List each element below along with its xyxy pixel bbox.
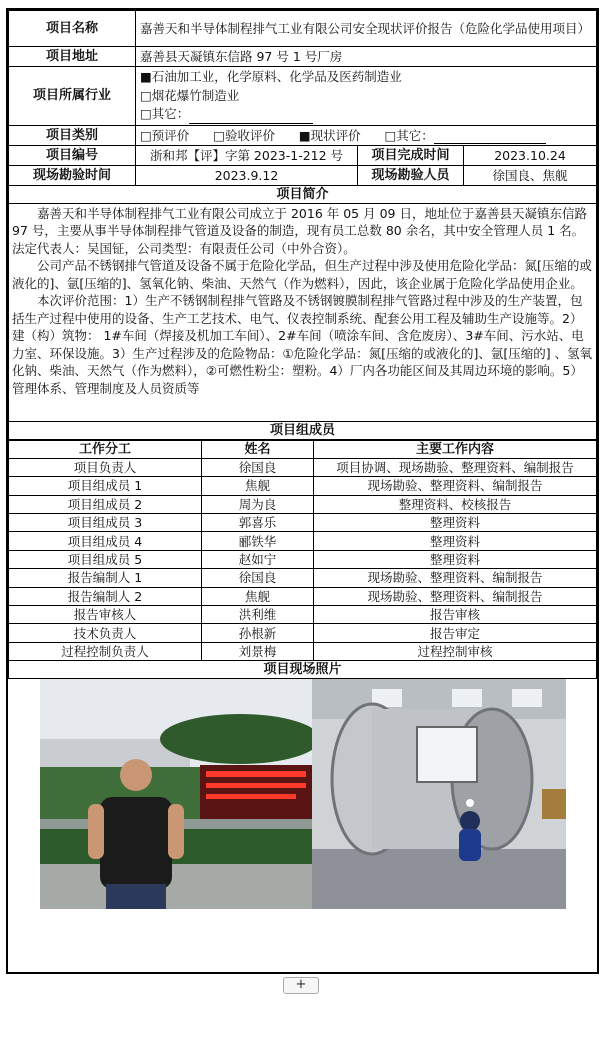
team-title: 项目组成员 bbox=[9, 421, 597, 439]
team-member-name: 赵如宁 bbox=[202, 550, 314, 568]
team-member-name: 周为良 bbox=[202, 495, 314, 513]
team-row bbox=[9, 587, 597, 605]
completion-time-label: 项目完成时间 bbox=[358, 145, 464, 165]
project-name-value: 嘉善天和半导体制程排气工业有限公司安全现状评价报告（危险化学品使用项目） bbox=[136, 11, 597, 47]
industry-option-fireworks: □烟花爆竹制造业 bbox=[140, 87, 240, 103]
expand-button[interactable]: + bbox=[283, 977, 319, 994]
team-member-name: 刘景梅 bbox=[202, 642, 314, 660]
completion-time-value: 2023.10.24 bbox=[464, 145, 597, 165]
team-member-name: 焦舰 bbox=[202, 477, 314, 495]
site-photo-person bbox=[40, 679, 312, 909]
team-member-name: 洪利维 bbox=[202, 606, 314, 624]
project-address-label: 项目地址 bbox=[9, 47, 136, 67]
survey-time-label: 现场勘验时间 bbox=[9, 165, 136, 185]
team-member-name: 焦舰 bbox=[202, 587, 314, 605]
industry-option-petrochemical: ■石油加工业，化学原料、化学品及医药制造业 bbox=[140, 69, 402, 84]
category-current-status: ■现状评价 bbox=[298, 127, 361, 143]
team-member-name: 孙根新 bbox=[202, 624, 314, 642]
category-other: □其它： bbox=[384, 127, 434, 143]
team-header-work: 主要工作内容 bbox=[314, 440, 597, 458]
team-row bbox=[9, 477, 597, 495]
team-row bbox=[9, 569, 597, 587]
intro-paragraph-products: 公司产品不锈钢排气管道及设备不属于危险化学品，但生产过程中涉及使用危险化学品：氮[压缩的或液化的]、氩[压缩的]、氢氧化钠、柴油、天然气（作为燃料），因此，该企业属于危险化学品使用企业。 bbox=[12, 258, 592, 291]
team-member-work: 报告审核 bbox=[314, 606, 597, 624]
team-member-work: 过程控制审核 bbox=[314, 642, 597, 660]
team-header-row bbox=[9, 440, 597, 458]
team-member-work: 整理资料 bbox=[314, 532, 597, 550]
team-row bbox=[9, 550, 597, 568]
team-member-work: 整理资料 bbox=[314, 550, 597, 568]
team-member-role: 报告审核人 bbox=[9, 606, 202, 624]
team-member-role: 项目负责人 bbox=[9, 458, 202, 476]
team-member-role: 技术负责人 bbox=[9, 624, 202, 642]
report-sheet bbox=[6, 8, 599, 974]
team-row bbox=[9, 495, 597, 513]
project-category-label: 项目类别 bbox=[9, 125, 136, 145]
team-member-work: 报告审定 bbox=[314, 624, 597, 642]
industry-option-other: □其它： bbox=[140, 105, 592, 124]
team-member-work: 整理资料、校核报告 bbox=[314, 495, 597, 513]
team-row bbox=[9, 532, 597, 550]
team-member-role: 项目组成员 5 bbox=[9, 550, 202, 568]
photos-section bbox=[8, 661, 597, 679]
team-member-name: 郦铁华 bbox=[202, 532, 314, 550]
team-header-name: 姓名 bbox=[202, 440, 314, 458]
intro-paragraph-scope: 本次评价范围：1）生产不锈钢制程排气管路及不锈钢镀膜制程排气管路过程中涉及的生产装置，包括生产过程中使用的设备、生产工艺技术、电气、仪表控制系统、配套公用工程及辅助生产设施等。2）建（构）筑物： 1#车间（焊接及机加工车间）、2#车间（喷涂车间、含危废房）、3#车间、污水站、电力室、环保设施。3）生产过程涉及的危险物品：①危险化学品：氮[压缩的或液化的]、氩[压缩的] 、氢氧化钠、柴油、天然气（作为燃料），②可燃性粉尘：塑粉。4）厂内各功能区间及其周边环境的影响。5）管理体系、管理制度及人员资质等 bbox=[12, 293, 593, 396]
project-number-value: 浙和邦【评】字第 2023-1-212 号 bbox=[136, 145, 358, 165]
photos-title: 项目现场照片 bbox=[9, 661, 597, 679]
project-number-label: 项目编号 bbox=[9, 145, 136, 165]
project-info-table bbox=[8, 10, 597, 440]
intro-title: 项目简介 bbox=[9, 185, 597, 203]
project-industry-options bbox=[136, 67, 597, 126]
team-member-role: 项目组成员 1 bbox=[9, 477, 202, 495]
team-member-work: 现场勘验、整理资料、编制报告 bbox=[314, 569, 597, 587]
category-acceptance: □验收评价 bbox=[213, 127, 275, 143]
category-pre-evaluation: □预评价 bbox=[140, 127, 190, 143]
team-table bbox=[8, 440, 597, 662]
site-photos bbox=[8, 679, 597, 911]
team-member-role: 报告编制人 2 bbox=[9, 587, 202, 605]
survey-time-value: 2023.9.12 bbox=[136, 165, 358, 185]
team-row bbox=[9, 606, 597, 624]
survey-staff-label: 现场勘验人员 bbox=[358, 165, 464, 185]
team-member-role: 项目组成员 4 bbox=[9, 532, 202, 550]
intro-paragraph-company: 嘉善天和半导体制程排气工业有限公司成立于 2016 年 05 月 09 日，地址位于嘉善县天凝镇东信路 97 号，主要从事半导体制程排气管道及设备的制造，现有员工总数 80 余名，其中安全管理人员 1 名。法定代表人：吴国钲，公司类型：有限责任公司（中外合资）。 bbox=[12, 205, 587, 256]
site-photo-welding bbox=[312, 679, 566, 909]
team-member-role: 项目组成员 3 bbox=[9, 514, 202, 532]
team-member-work: 现场勘验、整理资料、编制报告 bbox=[314, 477, 597, 495]
team-row bbox=[9, 458, 597, 476]
project-address-value: 嘉善县天凝镇东信路 97 号 1 号厂房 bbox=[136, 47, 597, 67]
team-row bbox=[9, 514, 597, 532]
team-member-name: 徐国良 bbox=[202, 569, 314, 587]
team-member-name: 郭喜乐 bbox=[202, 514, 314, 532]
project-category-options bbox=[136, 125, 597, 145]
survey-staff-value: 徐国良、焦舰 bbox=[464, 165, 597, 185]
project-industry-label: 项目所属行业 bbox=[9, 67, 136, 126]
team-row bbox=[9, 642, 597, 660]
team-member-name: 徐国良 bbox=[202, 458, 314, 476]
team-member-role: 项目组成员 2 bbox=[9, 495, 202, 513]
team-member-role: 报告编制人 1 bbox=[9, 569, 202, 587]
team-member-work: 现场勘验、整理资料、编制报告 bbox=[314, 587, 597, 605]
team-row bbox=[9, 624, 597, 642]
team-header-role: 工作分工 bbox=[9, 440, 202, 458]
intro-body bbox=[9, 203, 597, 421]
project-name-label: 项目名称 bbox=[9, 11, 136, 47]
team-member-work: 项目协调、现场勘验、整理资料、编制报告 bbox=[314, 458, 597, 476]
team-member-role: 过程控制负责人 bbox=[9, 642, 202, 660]
team-member-work: 整理资料 bbox=[314, 514, 597, 532]
